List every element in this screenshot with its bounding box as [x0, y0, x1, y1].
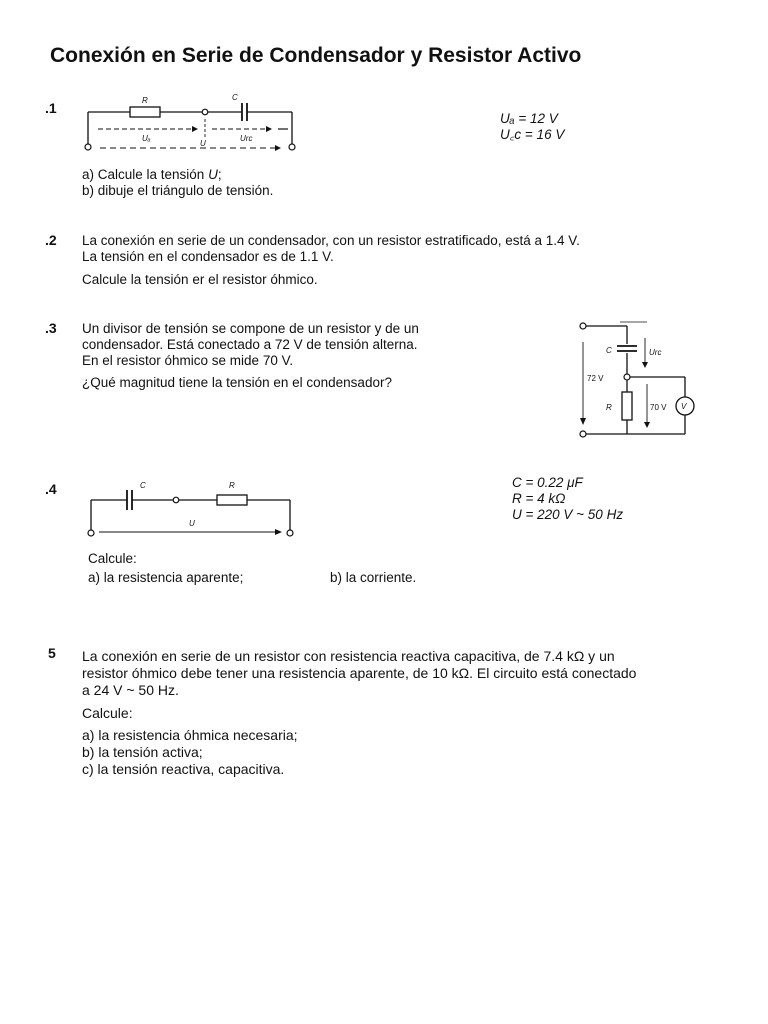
label-C: C: [606, 346, 612, 355]
label-R: R: [142, 96, 148, 105]
problem-5-part-b: b) la tensión activa;: [82, 744, 203, 760]
given-Urc: U꜀c = 16 V: [500, 127, 565, 142]
circuit-diagram-4: [85, 478, 300, 543]
problem-3-line-3: En el resistor óhmico se mide 70 V.: [82, 353, 294, 368]
problem-4-given: [512, 475, 623, 523]
given-C: C = 0.22 μF: [512, 475, 583, 490]
problem-1-part-a: a) Calcule la tensión U;: [82, 167, 222, 182]
problem-4-number: .4: [45, 481, 57, 497]
problem-3-line-1: Un divisor de tensión se compone de un resistor y de un: [82, 321, 419, 336]
circuit-diagram-1: [80, 92, 310, 154]
problem-4-part-b: b) la corriente.: [330, 570, 417, 585]
problem-5-number: 5: [48, 645, 56, 661]
problem-5-line-1: La conexión en serie de un resistor con resistencia reactiva capacitiva, de 7.4 kΩ y un: [82, 648, 615, 664]
problem-5-part-c: c) la tensión reactiva, capacitiva.: [82, 761, 285, 777]
label-72V: 72 V: [587, 374, 604, 383]
label-R: R: [606, 403, 612, 412]
label-Urc: Urc: [240, 134, 253, 143]
page-title: Conexión en Serie de Condensador y Resistor Activo: [50, 44, 582, 67]
label-voltmeter: V: [681, 402, 687, 411]
problem-5-line-2: resistor óhmico debe tener una resistencia aparente, de 10 kΩ. El circuito está conectado: [82, 665, 637, 681]
problem-2-line-3: Calcule la tensión er el resistor óhmico.: [82, 272, 318, 287]
problem-2-line-1: La conexión en serie de un condensador, con un resistor estratificado, está a 1.4 V.: [82, 233, 580, 248]
problem-5-calc: Calcule:: [82, 705, 133, 721]
label-C: C: [140, 481, 146, 490]
given-R: R = 4 kΩ: [512, 491, 566, 506]
problem-4-calc: Calcule:: [88, 551, 137, 566]
problem-3-line-4: ¿Qué magnitud tiene la tensión en el condensador?: [82, 375, 392, 390]
label-Ua: Uₐ: [142, 134, 151, 143]
label-70V: 70 V: [650, 403, 667, 412]
problem-1-part-b: b) dibuje el triángulo de tensión.: [82, 183, 274, 198]
circuit-diagram-3: [575, 318, 705, 443]
problem-3-number: .3: [45, 320, 57, 336]
label-U: U: [189, 519, 195, 528]
problem-2-line-2: La tensión en el condensador es de 1.1 V.: [82, 249, 334, 264]
resistor-symbol: [130, 107, 160, 117]
label-U: U: [200, 139, 206, 148]
resistor-symbol: [217, 495, 247, 505]
problem-5-part-a: a) la resistencia óhmica necesaria;: [82, 727, 298, 743]
resistor-symbol: [622, 392, 632, 420]
problem-5-line-3: a 24 V ~ 50 Hz.: [82, 682, 179, 698]
problem-1-number: .1: [45, 100, 57, 116]
problem-3-line-2: condensador. Está conectado a 72 V de tensión alterna.: [82, 337, 418, 352]
problem-4-part-a: a) la resistencia aparente;: [88, 570, 244, 585]
given-U: U = 220 V ~ 50 Hz: [512, 507, 624, 522]
label-C: C: [232, 93, 238, 102]
label-R: R: [229, 481, 235, 490]
problem-2-number: .2: [45, 232, 57, 248]
label-Urc: Urc: [649, 348, 662, 357]
given-Ua: Uₐ = 12 V: [500, 111, 558, 126]
problem-1-given: [500, 111, 564, 143]
